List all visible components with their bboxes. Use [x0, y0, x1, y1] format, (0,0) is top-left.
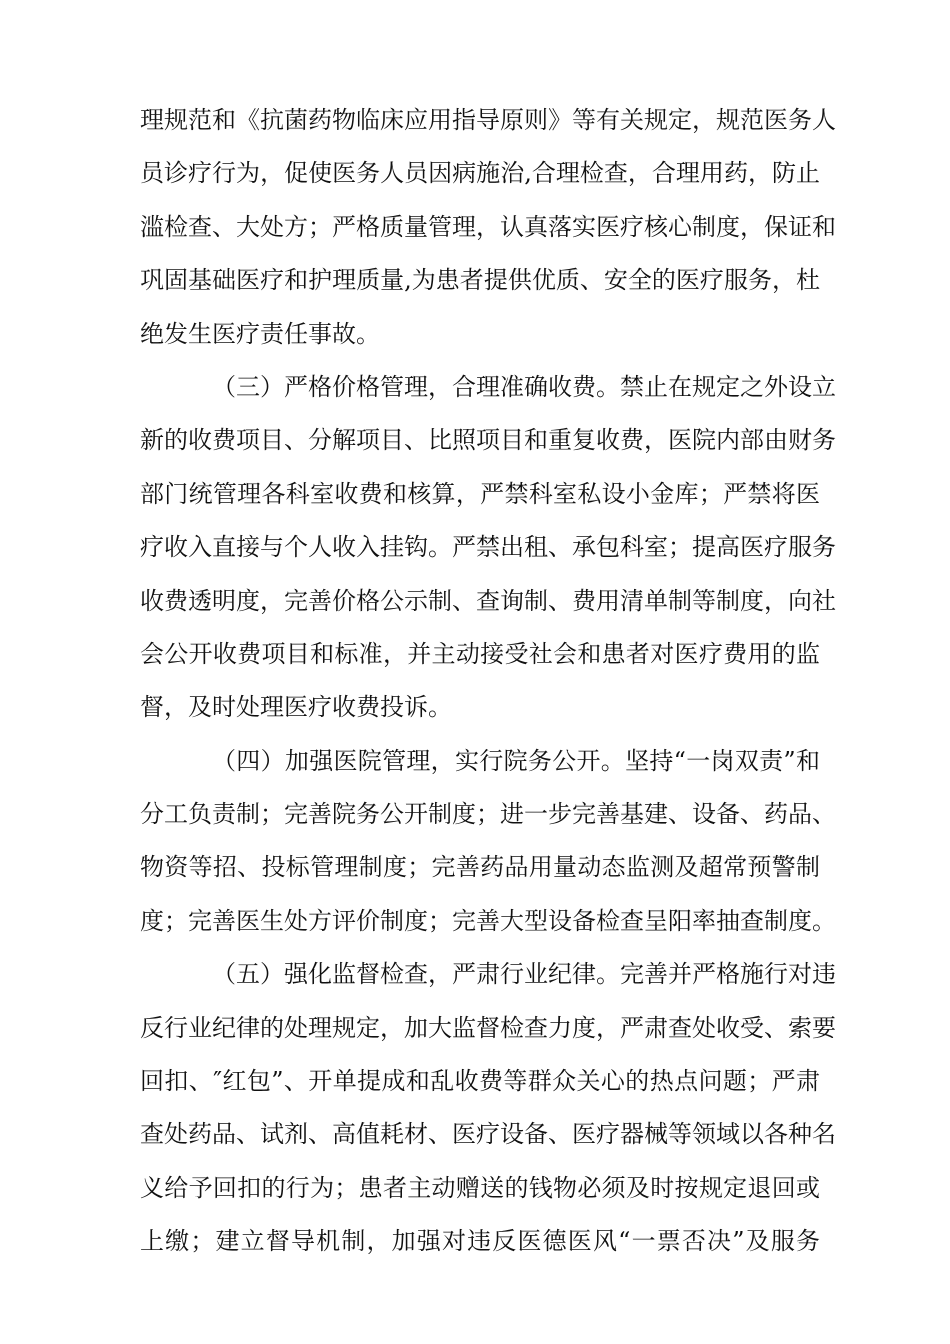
text-line: 理规范和《抗菌药物临床应用指导原则》等有关规定，规范医务人: [140, 106, 836, 134]
paragraph-heading-line: （五）强化监督检查，严肃行业纪律。完善并严格施行对违: [212, 960, 836, 989]
text-line: 会公开收费项目和标准，并主动接受社会和患者对医疗费用的监: [140, 639, 820, 668]
text-line: 巩固基础医疗和护理质量,为患者提供优质、安全的医疗服务，杜: [140, 266, 820, 295]
text-line: 查处药品、试剂、高值耗材、医疗设备、医疗器械等领域以各种名: [140, 1120, 836, 1149]
text-line: 疗收入直接与个人收入挂钩。严禁出租、承包科室；提高医疗服务: [140, 533, 836, 562]
text-line: 绝发生医疗责任事故。: [140, 319, 380, 348]
paragraph-heading-line: （四）加强医院管理，实行院务公开。坚持“一岗双责”和: [212, 746, 820, 775]
text-line: 员诊疗行为，促使医务人员因病施治,合理检查，合理用药，防止: [140, 159, 820, 188]
text-line: 回扣、″红包”、开单提成和乱收费等群众关心的热点问题；严肃: [140, 1067, 820, 1096]
text-line: 物资等招、投标管理制度；完善药品用量动态监测及超常预警制: [140, 853, 820, 882]
text-line: 新的收费项目、分解项目、比照项目和重复收费，医院内部由财务: [140, 426, 836, 455]
text-line: 分工负责制；完善院务公开制度；进一步完善基建、设备、药品、: [140, 800, 836, 829]
text-line: 部门统管理各科室收费和核算，严禁科室私设小金库；严禁将医: [140, 479, 820, 508]
text-line: 滥检查、大处方；严格质量管理，认真落实医疗核心制度，保证和: [140, 212, 836, 241]
text-line: 督，及时处理医疗收费投诉。: [140, 693, 452, 722]
text-line: 义给予回扣的行为；患者主动赠送的钱物必须及时按规定退回或: [140, 1173, 820, 1202]
paragraph-heading-line: （三）严格价格管理，合理准确收费。禁止在规定之外设立: [212, 372, 836, 401]
text-line: 收费透明度，完善价格公示制、查询制、费用清单制等制度，向社: [140, 586, 836, 615]
text-line: 上缴；建立督导机制，加强对违反医德医风“一票否决”及服务: [140, 1227, 820, 1256]
text-line: 反行业纪律的处理规定，加大监督检查力度，严肃查处收受、索要: [140, 1013, 836, 1042]
body-text: [140, 94, 836, 1269]
text-line: 度；完善医生处方评价制度；完善大型设备检查呈阳率抽查制度。: [140, 906, 836, 935]
